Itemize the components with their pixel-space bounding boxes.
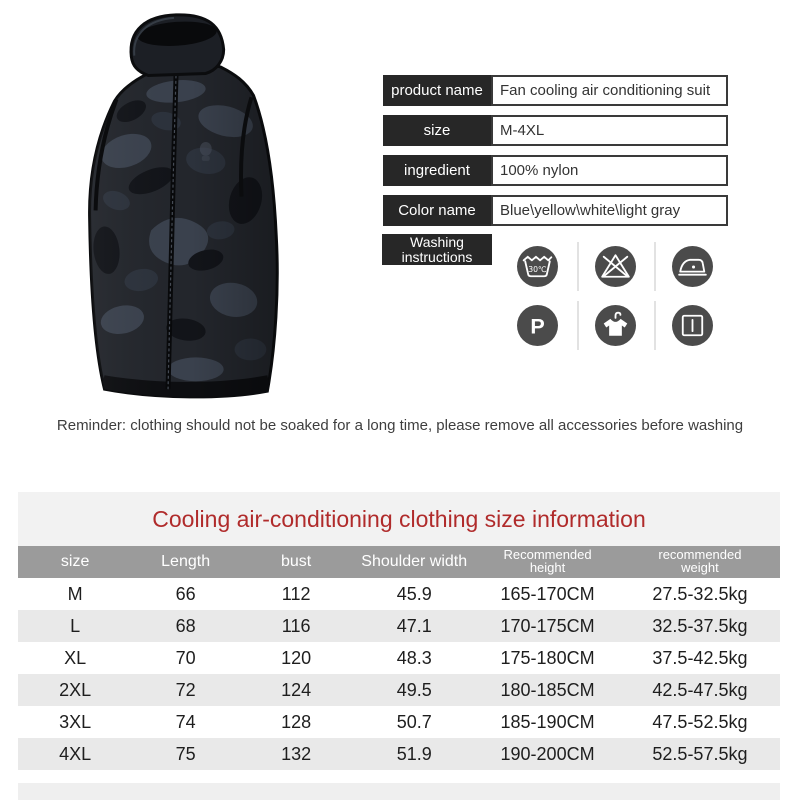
table-cell: 47.5-52.5kg xyxy=(652,711,748,732)
spec-value: Blue\yellow\white\light gray xyxy=(491,195,728,226)
bottom-divider-band xyxy=(18,783,780,800)
table-cell: 170-175CM xyxy=(500,615,595,636)
wash-30c-icon xyxy=(517,246,558,287)
table-row xyxy=(18,674,780,706)
column-header-label: Recommended height xyxy=(503,546,592,575)
table-cell: 49.5 xyxy=(396,679,432,700)
table-cell: XL xyxy=(64,647,87,668)
column-header xyxy=(353,553,475,571)
column-header xyxy=(475,548,620,577)
table-row xyxy=(18,706,780,738)
spec-label: Color name xyxy=(383,195,491,226)
table-cell: 74 xyxy=(175,711,196,732)
table-cell: L xyxy=(70,615,81,636)
table-cell: 124 xyxy=(281,679,312,700)
table-cell: 165-170CM xyxy=(500,583,595,604)
size-chart-body xyxy=(18,578,780,770)
column-header xyxy=(620,548,780,577)
table-cell: 37.5-42.5kg xyxy=(652,647,748,668)
table-cell: 45.9 xyxy=(396,583,432,604)
table-cell: 132 xyxy=(281,743,312,764)
table-cell: 112 xyxy=(281,583,311,604)
table-cell: 4XL xyxy=(59,743,92,764)
washing-icon-cell xyxy=(577,237,655,296)
table-cell: 51.9 xyxy=(396,743,432,764)
svg-text:30℃: 30℃ xyxy=(528,265,547,275)
washing-icons xyxy=(499,237,732,355)
spec-row xyxy=(383,195,728,226)
table-cell: 27.5-32.5kg xyxy=(652,583,748,604)
table-cell: 3XL xyxy=(59,711,92,732)
column-header-label: size xyxy=(60,553,90,570)
table-cell: 70 xyxy=(175,647,196,668)
washing-icon-cell xyxy=(499,296,577,355)
washing-icon-cell xyxy=(654,296,732,355)
washing-icon-cell xyxy=(654,237,732,296)
column-header-label: Length xyxy=(161,553,211,570)
table-cell: 32.5-37.5kg xyxy=(652,615,748,636)
washing-instructions-label: Washing instructions xyxy=(382,234,492,265)
column-header xyxy=(18,553,132,571)
column-header-label: bust xyxy=(280,553,312,570)
product-image-camo-vest xyxy=(48,2,304,414)
washing-icons-row-1 xyxy=(499,237,732,296)
table-cell: 52.5-57.5kg xyxy=(652,743,748,764)
column-header-label: recommended weight xyxy=(658,546,742,575)
column-header-label: Shoulder width xyxy=(361,553,468,570)
table-cell: 50.7 xyxy=(396,711,432,732)
table-cell: 116 xyxy=(281,615,311,636)
table-cell: 72 xyxy=(175,679,196,700)
washing-icon-cell xyxy=(577,296,655,355)
table-cell: 120 xyxy=(281,647,312,668)
table-cell: 175-180CM xyxy=(500,647,595,668)
drip-dry-icon xyxy=(672,305,713,346)
spec-label: size xyxy=(383,115,491,146)
table-cell: 185-190CM xyxy=(500,711,595,732)
spec-value: Fan cooling air conditioning suit xyxy=(491,75,728,106)
spec-row xyxy=(383,155,728,186)
reminder-text: Reminder: clothing should not be soaked for a long time, please remove all accessories before washing xyxy=(56,417,744,434)
spec-label: product name xyxy=(383,75,491,106)
washing-icon-cell xyxy=(499,237,577,296)
camo-pattern xyxy=(77,57,285,404)
product-spec-panel xyxy=(383,75,728,235)
table-cell: 66 xyxy=(175,583,196,604)
table-cell: M xyxy=(67,583,83,604)
table-row xyxy=(18,578,780,610)
spec-value: 100% nylon xyxy=(491,155,728,186)
dry-clean-p-icon xyxy=(517,305,558,346)
spec-label: ingredient xyxy=(383,155,491,186)
table-cell: 180-185CM xyxy=(500,679,595,700)
table-cell: 190-200CM xyxy=(500,743,595,764)
washing-icons-row-2 xyxy=(499,296,732,355)
column-header xyxy=(132,553,239,571)
size-chart-title: Cooling air-conditioning clothing size information xyxy=(18,492,780,546)
table-cell: 128 xyxy=(281,711,312,732)
iron-icon xyxy=(672,246,713,287)
table-cell: 47.1 xyxy=(396,615,432,636)
spec-value: M-4XL xyxy=(491,115,728,146)
table-cell: 68 xyxy=(175,615,196,636)
do-not-bleach-icon xyxy=(595,246,636,287)
table-row xyxy=(18,642,780,674)
table-cell: 75 xyxy=(175,743,196,764)
table-cell: 2XL xyxy=(59,679,92,700)
column-header xyxy=(239,553,353,571)
svg-text:P: P xyxy=(530,314,545,339)
table-row xyxy=(18,738,780,770)
table-row xyxy=(18,610,780,642)
spec-row xyxy=(383,75,728,106)
hang-dry-shirt-icon xyxy=(595,305,636,346)
spec-row xyxy=(383,115,728,146)
table-cell: 42.5-47.5kg xyxy=(652,679,748,700)
size-chart-header xyxy=(18,546,780,578)
table-cell: 48.3 xyxy=(396,647,432,668)
size-chart xyxy=(18,492,780,770)
